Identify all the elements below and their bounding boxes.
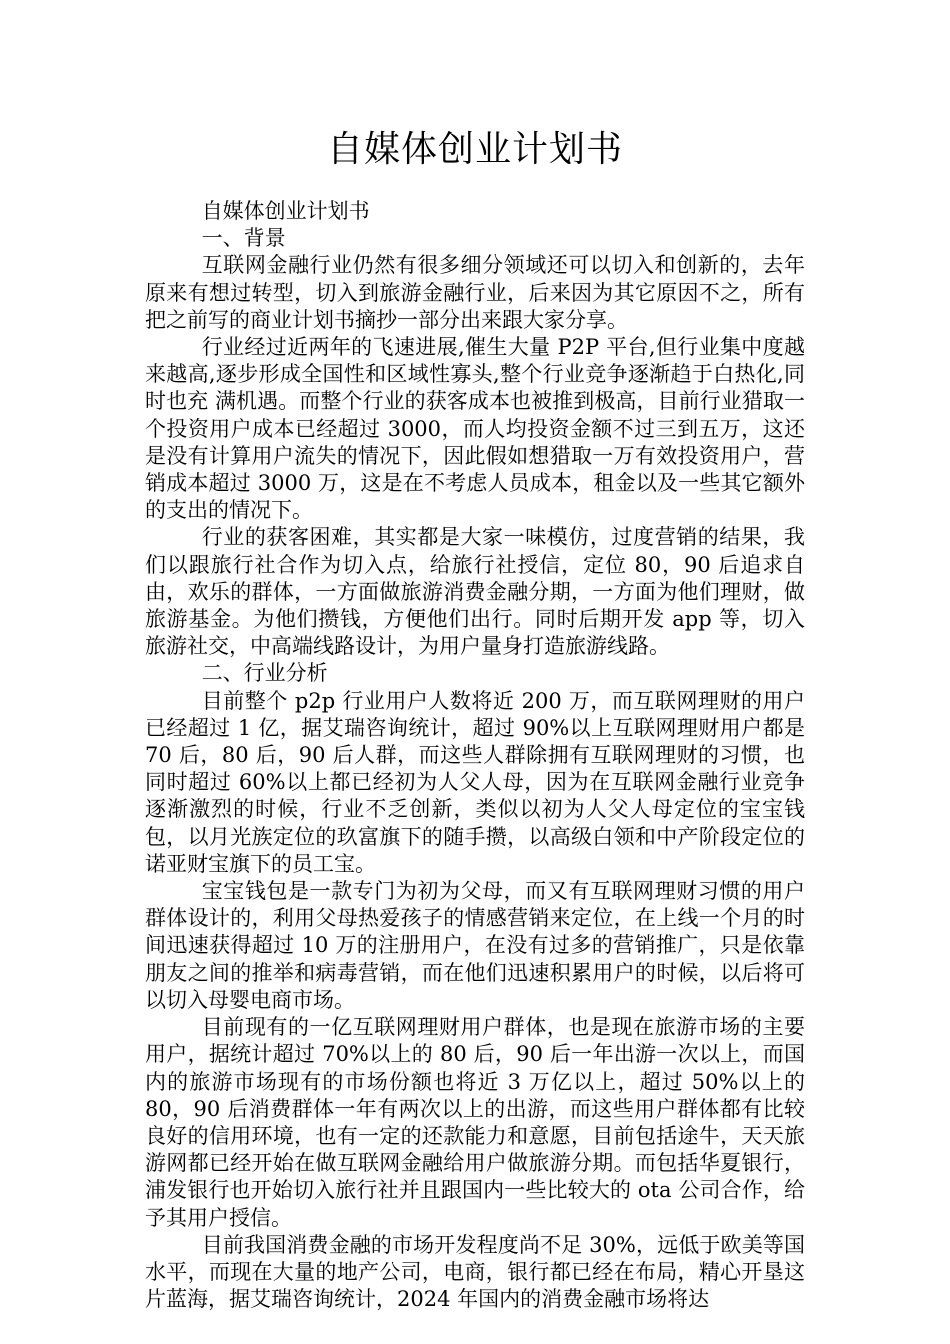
paragraph: 行业经过近两年的飞速进展,催生大量 P2P 平台,但行业集中度越来越高,逐步形成全国性和区域性寡头,整个行业竞争逐渐趋于白热化,同时也充 满机遇。而整个行业的获客成本也被推到极高，目前行业猎取一个投资用户成本已经超过 3000，而人均投资金额不过三到五万，这还是没有计算用户流失的情况下，因此假如想猎取一万有效投资用户，营销成本超过 3000 万，这是在不考虑人员成本，租金以及一些其它额外的支出的情况下。 [145,335,805,523]
paragraph: 目前现有的一亿互联网理财用户群体，也是现在旅游市场的主要用户，据统计超过 70%以上的 80 后，90 后一年出游一次以上，而国内的旅游市场现有的市场份额也将近 3 万亿以上，超过 50%以上的 80，90 后消费群体一年有两次以上的出游，而这些用户群体都有比较良好的信用环境，也有一定的还款能力和意愿，目前包括途牛，天天旅游网都已经开始在做互联网金融给用户做旅游分期。而包括华夏银行，浦发银行也开始切入旅行社并且跟国内一些比较大的 ota 公司合作，给予其用户授信。 [145,1015,805,1230]
paragraph: 互联网金融行业仍然有很多细分领域还可以切入和创新的，去年原来有想过转型，切入到旅游金融行业，后来因为其它原因不之，所有把之前写的商业计划书摘抄一部分出来跟大家分享。 [145,253,805,332]
paragraph: 目前我国消费金融的市场开发程度尚不足 30%，远低于欧美等国水平，而现在大量的地产公司，电商，银行都已经在布局，精心开垦这片蓝海，据艾瑞咨询统计，2024 年国内的消费金融市场将达 [145,1232,805,1312]
paragraph: 宝宝钱包是一款专门为初为父母，而又有互联网理财习惯的用户群体设计的，利用父母热爱孩子的情感营销来定位，在上线一个月的时间迅速获得超过 10 万的注册用户，在没有过多的营销推广，只是依靠朋友之间的推举和病毒营销，而在他们迅速积累用户的时候，以后将可以切入母婴电商市场。 [145,879,805,1012]
section-heading-industry-analysis: 二、行业分析 [201,661,328,686]
document-title: 自媒体创业计划书 [326,129,623,170]
paragraph: 行业的获客困难，其实都是大家一味模仿，过度营销的结果，我们以跟旅行社合作为切入点，给旅行社授信，定位 80，90 后追求自由，欢乐的群体，一方面做旅游消费金融分期，一方面为他们理财，做旅游基金。为他们攒钱，方便他们出行。同时后期开发 app 等，切入旅游社交，中高端线路设计，为用户量身打造旅游线路。 [145,525,805,659]
paragraph-doc-name: 自媒体创业计划书 [201,199,370,223]
document-body [145,198,805,1313]
paragraph: 目前整个 p2p 行业用户人数将近 200 万，而互联网理财的用户已经超过 1 亿，据艾瑞咨询统计，超过 90%以上互联网理财用户都是 70 后，80 后，90 后人群，而这些人群除拥有互联网理财的习惯，也同时超过 60%以上都已经初为人父人母，因为在互联网金融行业竞争逐渐激烈的时候，行业不乏创新，类似以初为人父人母定位的宝宝钱包，以月光族定位的玖富旗下的随手攒，以高级白领和中产阶段定位的诺亚财宝旗下的员工宝。 [145,688,805,876]
section-heading-background: 一、背景 [201,226,286,251]
